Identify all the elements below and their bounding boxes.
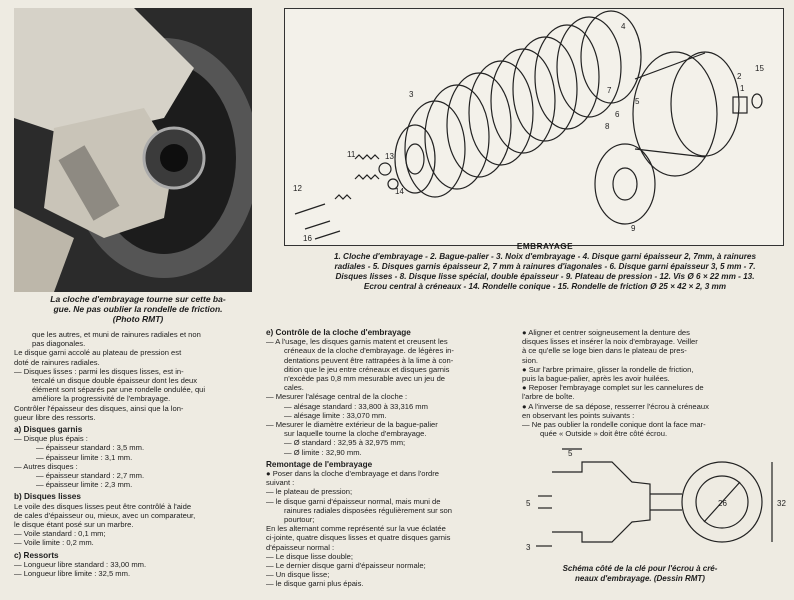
paragraph-line: suivant : [266, 478, 295, 488]
paragraph-line: puis la bague-palier, après les avoir huilées. [522, 374, 670, 384]
paragraph-line: rainures radiales disposées régulièrement sur son [284, 505, 452, 515]
spec-line: — épaisseur limite : 2,3 mm. [36, 480, 133, 490]
paragraph-line: — Ne pas oublier la rondelle conique dont la face mar- [522, 420, 706, 430]
sketch-caption-line: neaux d'embrayage. (Dessin RMT) [575, 574, 705, 583]
callout: 16 [303, 234, 312, 243]
spec-line: — Longueur libre standard : 33,00 mm. [14, 559, 147, 569]
paragraph-line: ● Sur l'arbre primaire, glisser la rondelle de friction, [522, 364, 694, 374]
callout: 4 [621, 22, 626, 31]
wrench-sketch [522, 444, 794, 562]
paragraph-line: — le plateau de pression; [266, 487, 353, 497]
diagram-title: EMBRAYAGE [516, 242, 574, 251]
callout: 14 [395, 187, 404, 196]
photo-caption-line: gue. Ne pas oublier la rondelle de friction. [53, 304, 223, 314]
paragraph-line: — Disques lisses : parmi les disques lisses, est in- [14, 366, 184, 376]
friction-washer [752, 94, 762, 108]
paragraph-line: à ce qu'elle se loge bien dans le plateau de pres- [522, 346, 687, 356]
callout: 9 [631, 224, 636, 233]
sketch-caption [540, 564, 740, 584]
spec-line: Le voile des disques lisses peut être contrôlé à l'aide [14, 501, 192, 511]
spec-line: — Ø limite : 32,90 mm. [284, 447, 362, 457]
bushing [733, 97, 747, 113]
clutch-hub [395, 125, 435, 193]
spec-line: — épaisseur standard : 3,5 mm. [36, 443, 145, 453]
paragraph-line: sion. [522, 355, 539, 365]
disc-stack [405, 11, 641, 197]
section-heading: b) Disques lisses [14, 492, 81, 502]
paragraph-line: dition que le jeu entre créneaux et disques garnis [284, 364, 450, 374]
paragraph-line: d'épaisseur normal : [266, 542, 335, 552]
callout: 13 [385, 152, 394, 161]
paragraph-line: ● Reposer l'embrayage complet sur les cannelures de [522, 383, 704, 393]
dimension-label: 32 [777, 499, 786, 508]
diagram-legend: 1. Cloche d'embrayage - 2. Bague-palier - 3. Noix d'embrayage - 4. Disque garni épaisseur 2, 7mm, à rainures radiales - 5. Disques garnis épaisseur 2, 7 mm à rainures d'iagonales - 6. Disque garni épaisseur 3, 5 mm - 7. Disques lisses - 8. Disque lisse spécial, double épaisseur - 9. Plateau de pression - 12. Vis Ø 6 × 22 mm - 13. Ecrou central à créneaux - 14. Rondelle conique - 15. Rondelle de friction Ø 25 × 42 × 2, 3 mm [333, 252, 757, 291]
paragraph-line: disques lisses et insérer la noix d'embrayage. Veiller [522, 337, 698, 347]
diagram-caption [330, 242, 760, 292]
paragraph-line: élément sont séparés par une rondelle ondulée, qui [32, 385, 206, 395]
dimension-label: 3 [526, 543, 531, 552]
section-heading: e) Contrôle de la cloche d'embrayage [266, 328, 411, 337]
spec-line: — Longueur libre limite : 32,5 mm. [14, 569, 131, 579]
paragraph-line: — le disque garni d'épaisseur normal, mais muni de [266, 496, 441, 506]
spec-line: le disque étant posé sur un marbre. [14, 520, 134, 530]
callout: 7 [607, 86, 612, 95]
section-heading: c) Ressorts [14, 550, 59, 560]
paragraph-line: — Le dernier disque garni d'épaisseur normale; [266, 561, 426, 571]
callout: 12 [293, 184, 302, 193]
spec-line: — Ø standard : 32,95 à 32,975 mm; [284, 438, 406, 448]
photo-caption-line: La cloche d'embrayage tourne sur cette ba- [50, 294, 226, 304]
callout: 6 [615, 110, 620, 119]
paragraph-line: ● A l'inverse de sa dépose, resserrer l'écrou à créneaux [522, 401, 709, 411]
springs-bolts [295, 155, 379, 239]
dimension-label: 5 [568, 449, 573, 458]
paragraph-line: que les autres, et muni de rainures radiales et non [32, 330, 201, 339]
callout: 2 [737, 72, 742, 81]
callout: 1 [740, 84, 745, 93]
paragraph-line: en observant les points suivants : [522, 410, 635, 420]
paragraph-line: n'excède pas 0,8 mm mesurable avec un jeu de [284, 374, 446, 384]
photo-caption-line: (Photo RMT) [112, 314, 164, 324]
paragraph-line: sur laquelle tourne la cloche d'embrayage. [284, 429, 427, 439]
spec-line: — Autres disques : [14, 461, 78, 471]
spec-line: — alésage standard : 33,800 à 33,316 mm [284, 401, 428, 411]
pressure-plate [595, 144, 655, 224]
spec-line: — Voile limite : 0,2 mm. [14, 538, 94, 548]
castle-nut [379, 163, 391, 175]
callout: 8 [605, 122, 610, 131]
paragraph-line: cales. [284, 383, 304, 393]
paragraph-line: doté de rainures radiales. [14, 357, 100, 367]
callout: 11 [347, 150, 356, 159]
paragraph-line: ● Aligner et centrer soigneusement la denture des [522, 328, 690, 337]
paragraph-line: — le disque garni plus épais. [266, 579, 364, 589]
wrench-drawing [522, 444, 794, 562]
paragraph-line: pas diagonales. [32, 339, 86, 349]
dimension-label: 5 [526, 499, 531, 508]
paragraph-line: tercalé un disque double épaisseur dont les deux [32, 376, 198, 386]
paragraph-line: ci-jointe, quatre disques lisses et quatre disques garnis [266, 533, 451, 543]
sketch-caption-line: Schéma côté de la clé pour l'écrou à cré- [562, 564, 718, 573]
dimension-label: 26 [718, 499, 727, 508]
callout: 15 [755, 64, 764, 73]
clutch-exploded-diagram [284, 8, 784, 246]
text-column-1 [14, 330, 262, 578]
paragraph-line: dentations peuvent être rattrapées à la lime à con- [284, 355, 454, 365]
clutch-photo-image [14, 8, 252, 292]
clutch-photo [14, 8, 252, 292]
text-column-2 [266, 328, 518, 589]
spec-line: — épaisseur limite : 3,1 mm. [36, 452, 133, 462]
paragraph-line: pourtour; [284, 515, 315, 525]
exploded-view-drawing [285, 9, 783, 245]
spec-line: — Voile standard : 0,1 mm; [14, 529, 106, 539]
paragraph-line: créneaux de la cloche d'embrayage. de légères in- [284, 346, 454, 356]
callout: 5 [635, 97, 640, 106]
paragraph-line: — Un disque lisse; [266, 570, 330, 580]
callout: 3 [409, 90, 414, 99]
paragraph-line: — Le disque lisse double; [266, 551, 353, 561]
photo-caption [28, 294, 248, 324]
paragraph-line: quée « Outside » doit être côté écrou. [540, 429, 668, 439]
paragraph-line: l'arbre de boîte. [522, 392, 575, 402]
paragraph-line: — A l'usage, les disques garnis matent et creusent les [266, 337, 448, 347]
paragraph-line: — Mesurer l'alésage central de la cloche : [266, 392, 408, 402]
spec-line: — alésage limite : 33,070 mm. [284, 410, 387, 420]
spec-line: — Disque plus épais : [14, 434, 88, 444]
paragraph-line: Le disque garni accolé au plateau de pression est [14, 348, 182, 358]
paragraph-line: ● Poser dans la cloche d'embrayage et dans l'ordre [266, 469, 439, 479]
spec-line: de cales d'épaisseur ou, mieux, avec un comparateur, [14, 510, 196, 520]
paragraph-line: En les alternant comme représenté sur la vue éclatée [266, 524, 446, 534]
section-heading: a) Disques garnis [14, 425, 83, 435]
wrench-left-profile [552, 462, 650, 542]
paragraph-line: Contrôler l'épaisseur des disques, ainsi que la lon- [14, 403, 184, 413]
paragraph-line: — Mesurer le diamètre extérieur de la bague-palier [266, 420, 438, 430]
section-heading: Remontage de l'embrayage [266, 459, 373, 469]
spec-line: — épaisseur standard : 2,7 mm. [36, 471, 145, 481]
clutch-basket [633, 52, 739, 176]
paragraph-line: améliore la progressivité de l'embrayage. [32, 394, 171, 404]
text-column-3 [522, 328, 770, 438]
paragraph-line: gueur libre des ressorts. [14, 412, 96, 422]
